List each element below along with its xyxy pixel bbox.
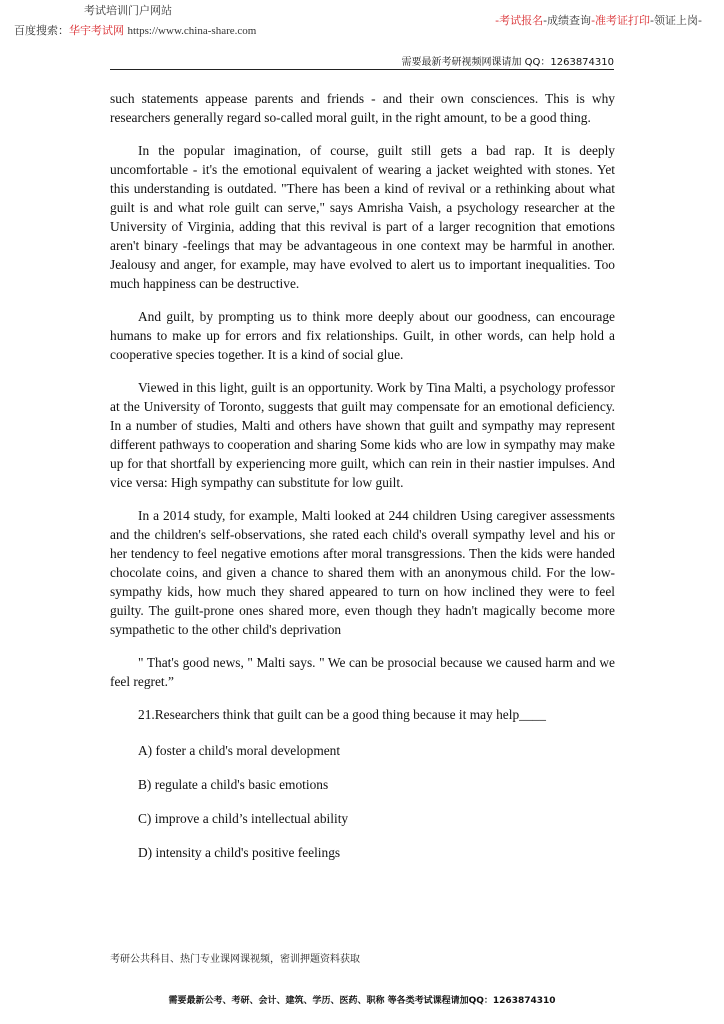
search-hint xyxy=(14,22,256,38)
nav-link-certificate[interactable]: -领证上岗- xyxy=(650,14,702,27)
paragraph-6: " That's good news, " Malti says. " We can be prosocial because we caused harm and we feel regret.” xyxy=(110,655,615,689)
nav-link-admission-ticket[interactable]: -准考证打印 xyxy=(591,14,651,27)
question-stem: 21.Researchers think that guilt can be a good thing because it may help____ xyxy=(138,707,546,722)
site-url[interactable]: https://www.china-share.com xyxy=(127,25,257,37)
paragraph-4: Viewed in this light, guilt is an opportunity. Work by Tina Malti, a psychology professor at the University of Toronto, suggests that guilt may compensate for an emotional deficiency. In a number of studies, Malti and others have shown that guilt and sympathy may represent different pathways to cooperation and sharing Some kids who are low in sympathy may make up for that shortfall by experiencing more guilt, which can rein in their nastier impulses. And vice versa: High sympathy can substitute for low guilt. xyxy=(110,380,615,490)
paragraph-3: And guilt, by prompting us to think more deeply about our goodness, can encourage humans to make up for errors and fix relationships. Guilt, in other words, can help hold a cooperative species together. It is a kind of social glue. xyxy=(110,309,615,362)
top-nav-links xyxy=(495,12,702,28)
option-b: B) regulate a child's basic emotions xyxy=(138,777,329,792)
search-label: 百度搜索： xyxy=(14,24,69,37)
paragraph-5: In a 2014 study, for example, Malti looked at 244 children Using caregiver assessments and the children's self-observations, she rated each child's overall sympathy level and his or her tendency to feel negative emotions after moral transgressions. Then the kids were handed chocolate coins, and given a chance to shared them with an anonymous child. For the low-sympathy kids, how much they shared appeared to turn on how inclined they were to feel guilty. The guilt-prone ones shared more, even though they hadn't magically become more sympathetic to the other child's deprivation xyxy=(110,508,615,637)
paragraph-1: such statements appease parents and friends - and their own consciences. This is why researchers generally regard so-called moral guilt, in the right amount, to be a good thing. xyxy=(110,91,615,125)
option-a: A) foster a child's moral development xyxy=(138,743,341,758)
option-c: C) improve a child’s intellectual ability xyxy=(138,811,349,826)
document-body xyxy=(110,89,615,877)
portal-caption: 考试培训门户网站 xyxy=(84,4,172,17)
footer-note: 考研公共科目、热门专业课网课视频，密训押题资料获取 xyxy=(110,954,360,965)
option-d: D) intensity a child's positive feelings xyxy=(138,845,341,860)
brand-link[interactable]: 华宇考试网 xyxy=(69,24,124,37)
bottom-contact-note: 需要最新公考、考研、会计、建筑、学历、医药、职称 等各类考试课程请加QQ：1263874310 xyxy=(168,996,556,1006)
paragraph-2: In the popular imagination, of course, guilt still gets a bad rap. It is deeply uncomfortable - it's the emotional equivalent of wearing a jacket weighted with stones. Yet this understanding is outdated. "There has been a kind of revival or a rethinking about what guilt is and what role guilt can serve," says Amrisha Vaish, a psychology researcher at the University of Virginia, adding that this revival is part of a larger recognition that emotions aren't binary -feelings that may be advantageous in one context may be harmful in another. Jealousy and anger, for example, may have evolved to alert us to important inequalities. Too much happiness can be destructive. xyxy=(110,143,615,291)
nav-link-score-query[interactable]: -成绩查询 xyxy=(543,14,592,27)
header-divider xyxy=(110,69,614,70)
nav-link-registration[interactable]: -考试报名 xyxy=(495,14,544,27)
header-contact-note: 需要最新考研视频网课请加 QQ：1263874310 xyxy=(401,57,614,68)
